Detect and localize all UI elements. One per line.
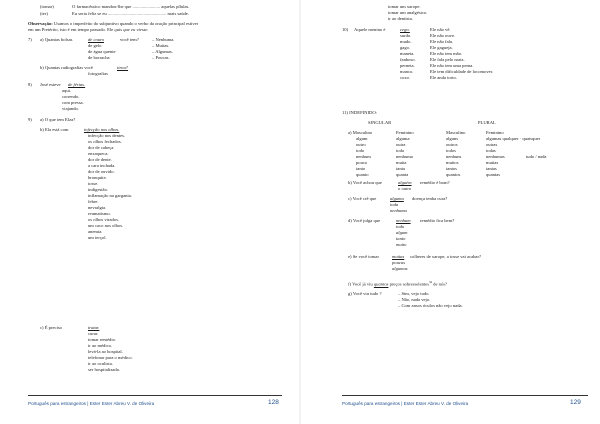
q11d-sub: muito — [396, 242, 407, 247]
indefinite-cell: tantos — [446, 166, 457, 171]
q10-adjective: maneta. — [400, 51, 415, 56]
q11-title: 11) INDEFINIDO: — [342, 110, 377, 115]
q11e-term: muitas — [392, 254, 405, 259]
q11c-sub: nenhuma — [390, 208, 407, 213]
q10-adjective: fanhoso. — [400, 57, 416, 62]
observation-line2: em um Pretérito, isto é em tempo passado. Ele quis que eu viesse. — [28, 27, 149, 32]
indefinite-cell: alguns — [446, 136, 458, 141]
indefinite-cell: outras — [486, 142, 498, 147]
q9-item: dor de ouvido. — [88, 169, 115, 174]
q9-item: os olhos fechados. — [88, 139, 122, 144]
q9-item: os olhos virados. — [88, 217, 120, 222]
q11d-pre: d) Você julga que — [348, 218, 381, 223]
q8-item: aqui. — [62, 88, 72, 93]
col-header: Masculino — [446, 130, 466, 135]
indefinite-cell: quanto — [356, 172, 369, 177]
indefinite-cell: quanta — [396, 172, 409, 177]
q7b-term: tirou? — [117, 65, 129, 70]
indefinite-cell: muita — [396, 160, 407, 165]
indefinite-cell: quantas — [486, 172, 501, 177]
q11g-pre: g) Você viu tudo ? — [348, 291, 382, 296]
q10-adjective: coxo. — [400, 75, 411, 80]
q7a-label: a) Quantas bolsas — [40, 37, 73, 42]
tomar-key: (tomar) — [40, 4, 54, 9]
q7-answer: – Algumas. — [152, 49, 173, 54]
q7-item: de água quente — [88, 49, 116, 54]
q9-item: indigestão. — [88, 187, 109, 192]
q11f-sentence: f) Você já viu quantos preços sobresselentes$^{34}$ de nós? — [348, 280, 448, 287]
q7b-label: b) Quantas radiografias você — [40, 65, 93, 70]
q10-phrase: Ele não vê. — [430, 27, 451, 32]
col-header: a) Masculino — [348, 130, 373, 135]
indefinite-cell: outro — [356, 142, 366, 147]
q9-item: tosse. — [88, 181, 99, 186]
q7-number: 7) — [28, 37, 32, 42]
indefinite-cell: todas — [486, 148, 496, 153]
q11b-pre: b) Você achou que — [348, 180, 382, 185]
q9-item: dor de dente. — [88, 157, 112, 162]
q11d-term: nenhum — [396, 218, 411, 223]
q9c-label: c) É preciso — [40, 325, 62, 330]
q10-phrase: Ele não ouve. — [430, 33, 456, 38]
q8-item: correndo. — [62, 94, 80, 99]
q11g-answer: – Não, nada vejo. — [398, 297, 431, 302]
q8-label: José esteve — [40, 82, 61, 87]
q11c-term: alguma — [390, 196, 404, 201]
q7a-rest: você tem? — [120, 37, 139, 42]
q9-item: inflamação na garganta. — [88, 193, 132, 198]
q7-answer: – Poucas. — [152, 55, 170, 60]
q11g-answer: – Com ansos óculos não vejo nada. — [398, 303, 463, 308]
top-line: tomar um analgésico. — [388, 10, 428, 15]
q9-item: anemia. — [88, 229, 103, 234]
plural-heading: PLURAL — [478, 120, 496, 125]
q7b-answer: fotografias — [88, 71, 108, 76]
indefinite-cell: alguma — [396, 136, 410, 141]
q10-adjective: perneta. — [400, 63, 415, 68]
tomar-sentence: O farmacêutico mandou-lhe que ........................ aquelas pílulas. — [72, 4, 190, 9]
indefinite-cell: outra — [396, 142, 406, 147]
indefinite-cell: tanto — [356, 166, 366, 171]
q7a-term: de couro — [88, 37, 105, 42]
observation: Observação: Usamos o imperfeito do subjuntivo quando o verbo da oração principal estiver — [28, 21, 199, 26]
indefinite-cell: algum — [356, 136, 368, 141]
q9-item: um caco nos olhos. — [88, 223, 124, 228]
q10-term: cego. — [400, 27, 410, 32]
q9-item: enxaqueca. — [88, 151, 109, 156]
indefinite-cell: outros — [446, 142, 458, 147]
q9-item: dor de cabeça. — [88, 145, 115, 150]
q10-label: Aquele menino é — [354, 27, 386, 32]
q11e-sub: algumas — [392, 266, 408, 271]
q11e-post: colheres de xarope, a tosse vai acabar? — [410, 254, 482, 259]
top-line: ir ao dentista. — [388, 16, 413, 21]
q9-item: a cara inchada. — [88, 163, 116, 168]
q7-item: de gelo — [88, 43, 102, 48]
q9c-item: ser hospitalizada. — [88, 367, 120, 372]
q9-item: infecção nos dentes. — [88, 133, 126, 138]
q8-item: com pressa. — [62, 100, 84, 105]
page-number: 129 — [570, 399, 581, 406]
q10-phrase: Ele tem dificuldade de locomover. — [430, 69, 494, 74]
ter-key: (ter) — [40, 11, 48, 16]
q9-item: nevralgia. — [88, 205, 107, 210]
q8-item: viajando. — [62, 106, 79, 111]
q11b-term: alguém — [398, 180, 412, 185]
page-number: 128 — [268, 399, 279, 406]
q8-number: 8) — [28, 82, 32, 87]
page-right — [300, 0, 600, 424]
q10-adjective: manco. — [400, 69, 414, 74]
q11c-sub: toda — [390, 202, 399, 207]
q11c-pre: c) Você crê que — [348, 196, 377, 201]
q11d-sub: todo — [396, 224, 405, 229]
q9c-item: tomar remédio. — [88, 337, 117, 342]
q11b-sub: o outro — [398, 186, 412, 191]
indefinite-cell: todos — [446, 148, 456, 153]
q10-adjective: surdo. — [400, 33, 412, 38]
q11b-post: remédio é bom? — [420, 180, 450, 185]
q11e-sub: poucas — [392, 260, 406, 265]
indefinite-cell: nenhuma — [396, 154, 413, 159]
q10-phrase: Ele não tem uma perna. — [430, 63, 474, 68]
q11d-post: remédio fica bem? — [420, 218, 455, 223]
q8-term: de férias. — [68, 82, 86, 87]
q9a: a) O que tem Elza? — [40, 117, 76, 122]
q11e-pre: e) Se você tomar — [348, 254, 379, 259]
indefinite-cell: muitos — [446, 160, 459, 165]
q7-item: de borracha — [88, 55, 110, 60]
top-line: tomar um xarope. — [388, 4, 421, 9]
footer-rule — [342, 395, 588, 396]
q9-item: febre. — [88, 199, 99, 204]
tudo-nada: tudo / nada — [526, 154, 547, 159]
q9c-item: ir ao oculista. — [88, 361, 113, 366]
q10-phrase: Ele gagueja. — [430, 45, 453, 50]
q9-item: bronquite. — [88, 175, 107, 180]
indefinite-cell: nenhumas — [486, 154, 505, 159]
q9c-item: curar. — [88, 331, 99, 336]
indefinite-cell: nenhum — [356, 154, 371, 159]
q10-phrase: Ele não fala. — [430, 39, 454, 44]
q11c-post: doença tenha cura? — [412, 196, 448, 201]
q7-answer: – Nenhuma. — [152, 37, 175, 42]
q9c-term: tratar. — [88, 325, 100, 330]
indefinite-cell: toda — [396, 148, 404, 153]
q9c-item: ir ao médico. — [88, 343, 113, 348]
indefinite-cell: todo — [356, 148, 365, 153]
indefinite-cell: nenhuns — [446, 154, 462, 159]
q10-phrase: Ele anda torto. — [430, 75, 457, 80]
q7-answer: – Muitas. — [152, 43, 170, 48]
q10-phrase: Ele fala pelo nariz. — [430, 57, 465, 62]
q10-adjective: gago. — [400, 45, 411, 50]
col-header: Feminino — [486, 130, 504, 135]
q11d-sub: tanto — [396, 236, 406, 241]
indefinite-cell: tanta — [396, 166, 405, 171]
footer-text: Português para estrangeiros | Ester Ester Abreu V. de Oliveira — [342, 401, 469, 406]
indefinite-cell: pouco — [356, 160, 368, 165]
indefinite-cell: algumas qualquer · quaisquer — [486, 136, 541, 141]
q9b-label: b) Ela está com — [40, 127, 69, 132]
q9-number: 9) — [28, 117, 32, 122]
q11g-answer: – Sim, vejo tudo. — [398, 291, 430, 296]
q9b-term: infecção nos olhos. — [84, 127, 120, 132]
ter-sentence: Eu seria feliz se eu ................................................... mais saúde. — [72, 11, 189, 16]
footer-rule — [28, 395, 282, 396]
indefinite-cell: quantos — [446, 172, 461, 177]
q10-phrase: Ele não tem mão. — [430, 51, 463, 56]
q11d-sub: algum — [396, 230, 408, 235]
q9c-item: levá-la ao hospital. — [88, 349, 123, 354]
indefinite-cell: tantas — [486, 166, 497, 171]
col-header: Feminino — [396, 130, 414, 135]
q9-item: reumatismo. — [88, 211, 111, 216]
footer-text: Português para estrangeiros | Ester Ester Abreu V. de Oliveira — [28, 401, 155, 406]
q10-adjective: mudo. — [400, 39, 412, 44]
indefinite-cell: muitas — [486, 160, 499, 165]
q10-number: 10) — [342, 27, 349, 32]
singular-heading: SINGULAR — [368, 120, 392, 125]
q9c-item: telefonar para o médico. — [88, 355, 133, 360]
q9-item: um terçol. — [88, 235, 107, 240]
